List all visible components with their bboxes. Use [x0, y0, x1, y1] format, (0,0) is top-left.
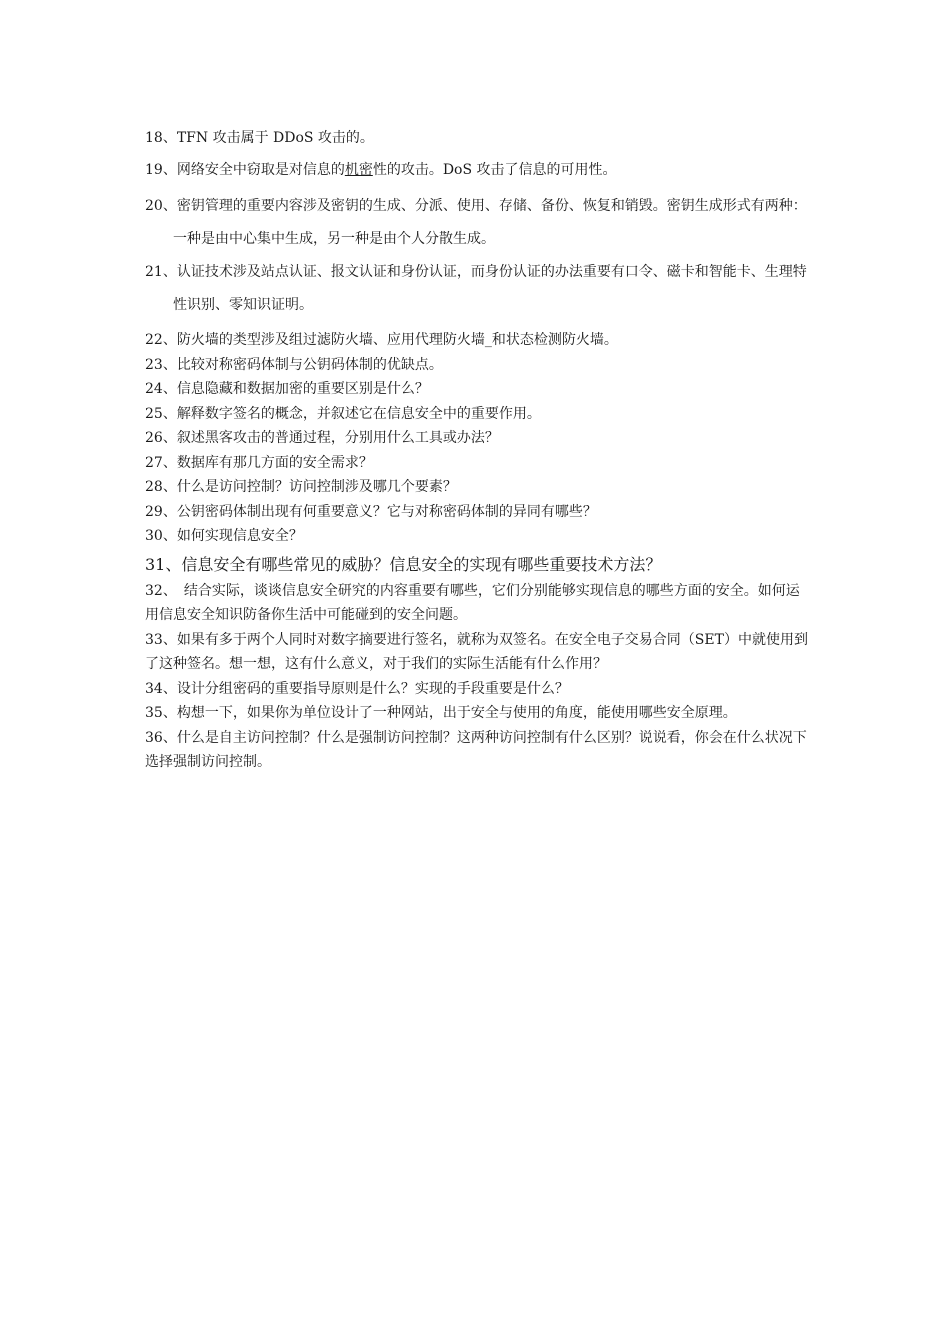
question-26: 26、叙述黑客攻击的普通过程，分别用什么工具或办法？ [145, 430, 499, 446]
question-23: 23、比较对称密码体制与公钥码体制的优缺点。 [145, 356, 443, 373]
question-20: 20、密钥管理的重要内容涉及密钥的生成、分派、使用、存储、备份、恢复和销毁。密钥生成形式有两种：一种是由中心集中生成，另一种是由个人分散生成。 [145, 198, 807, 247]
question-31: 31、信息安全有哪些常见的威胁？信息安全的实现有哪些重要技术方法？ [145, 554, 662, 574]
question-19-before: 19、网络安全中窃取是对信息的 [145, 162, 345, 178]
question-30: 30、如何实现信息安全？ [145, 528, 303, 544]
question-36: 36、什么是自主访问控制？什么是强制访问控制？这两种访问控制有什么区别？说说看，你会在什么状况下选择强制访问控制。 [145, 729, 807, 770]
question-35: 35、构想一下，如果你为单位设计了一种网站，出于安全与使用的角度，能使用哪些安全原理。 [145, 705, 737, 721]
question-32: 32、 结合实际，谈谈信息安全研究的内容重要有哪些，它们分别能够实现信息的哪些方面的安全。如何运用信息安全知识防备你生活中可能碰到的安全问题。 [145, 582, 800, 623]
question-25: 25、解释数字签名的概念，并叙述它在信息安全中的重要作用。 [145, 405, 541, 422]
question-19 [145, 158, 810, 182]
question-18: 18、TFN 攻击属于 DDoS 攻击的。 [145, 130, 374, 146]
question-21: 21、认证技术涉及站点认证、报文认证和身份认证，而身份认证的办法重要有口令、磁卡和智能卡、生理特性识别、零知识证明。 [145, 264, 807, 313]
question-34: 34、设计分组密码的重要指导原则是什么？实现的手段重要是什么？ [145, 680, 569, 697]
question-24: 24、信息隐藏和数据加密的重要区别是什么？ [145, 381, 429, 397]
question-29: 29、公钥密码体制出现有何重要意义？它与对称密码体制的异同有哪些？ [145, 503, 597, 520]
question-19-underlined: 机密 [344, 162, 373, 178]
question-22: 22、防火墙的类型涉及组过滤防火墙、应用代理防火墙_和状态检测防火墙。 [145, 332, 618, 348]
question-27: 27、数据库有那几方面的安全需求？ [145, 454, 373, 471]
question-list [145, 126, 810, 775]
question-19-after: 性的攻击。DoS 攻击了信息的可用性。 [372, 162, 617, 178]
question-28: 28、什么是访问控制？访问控制涉及哪几个要素？ [145, 479, 457, 495]
question-33: 33、如果有多于两个人同时对数字摘要进行签名，就称为双签名。在安全电子交易合同（SET）中就使用到了这种签名。想一想，这有什么意义，对于我们的实际生活能有什么作用？ [145, 631, 808, 672]
